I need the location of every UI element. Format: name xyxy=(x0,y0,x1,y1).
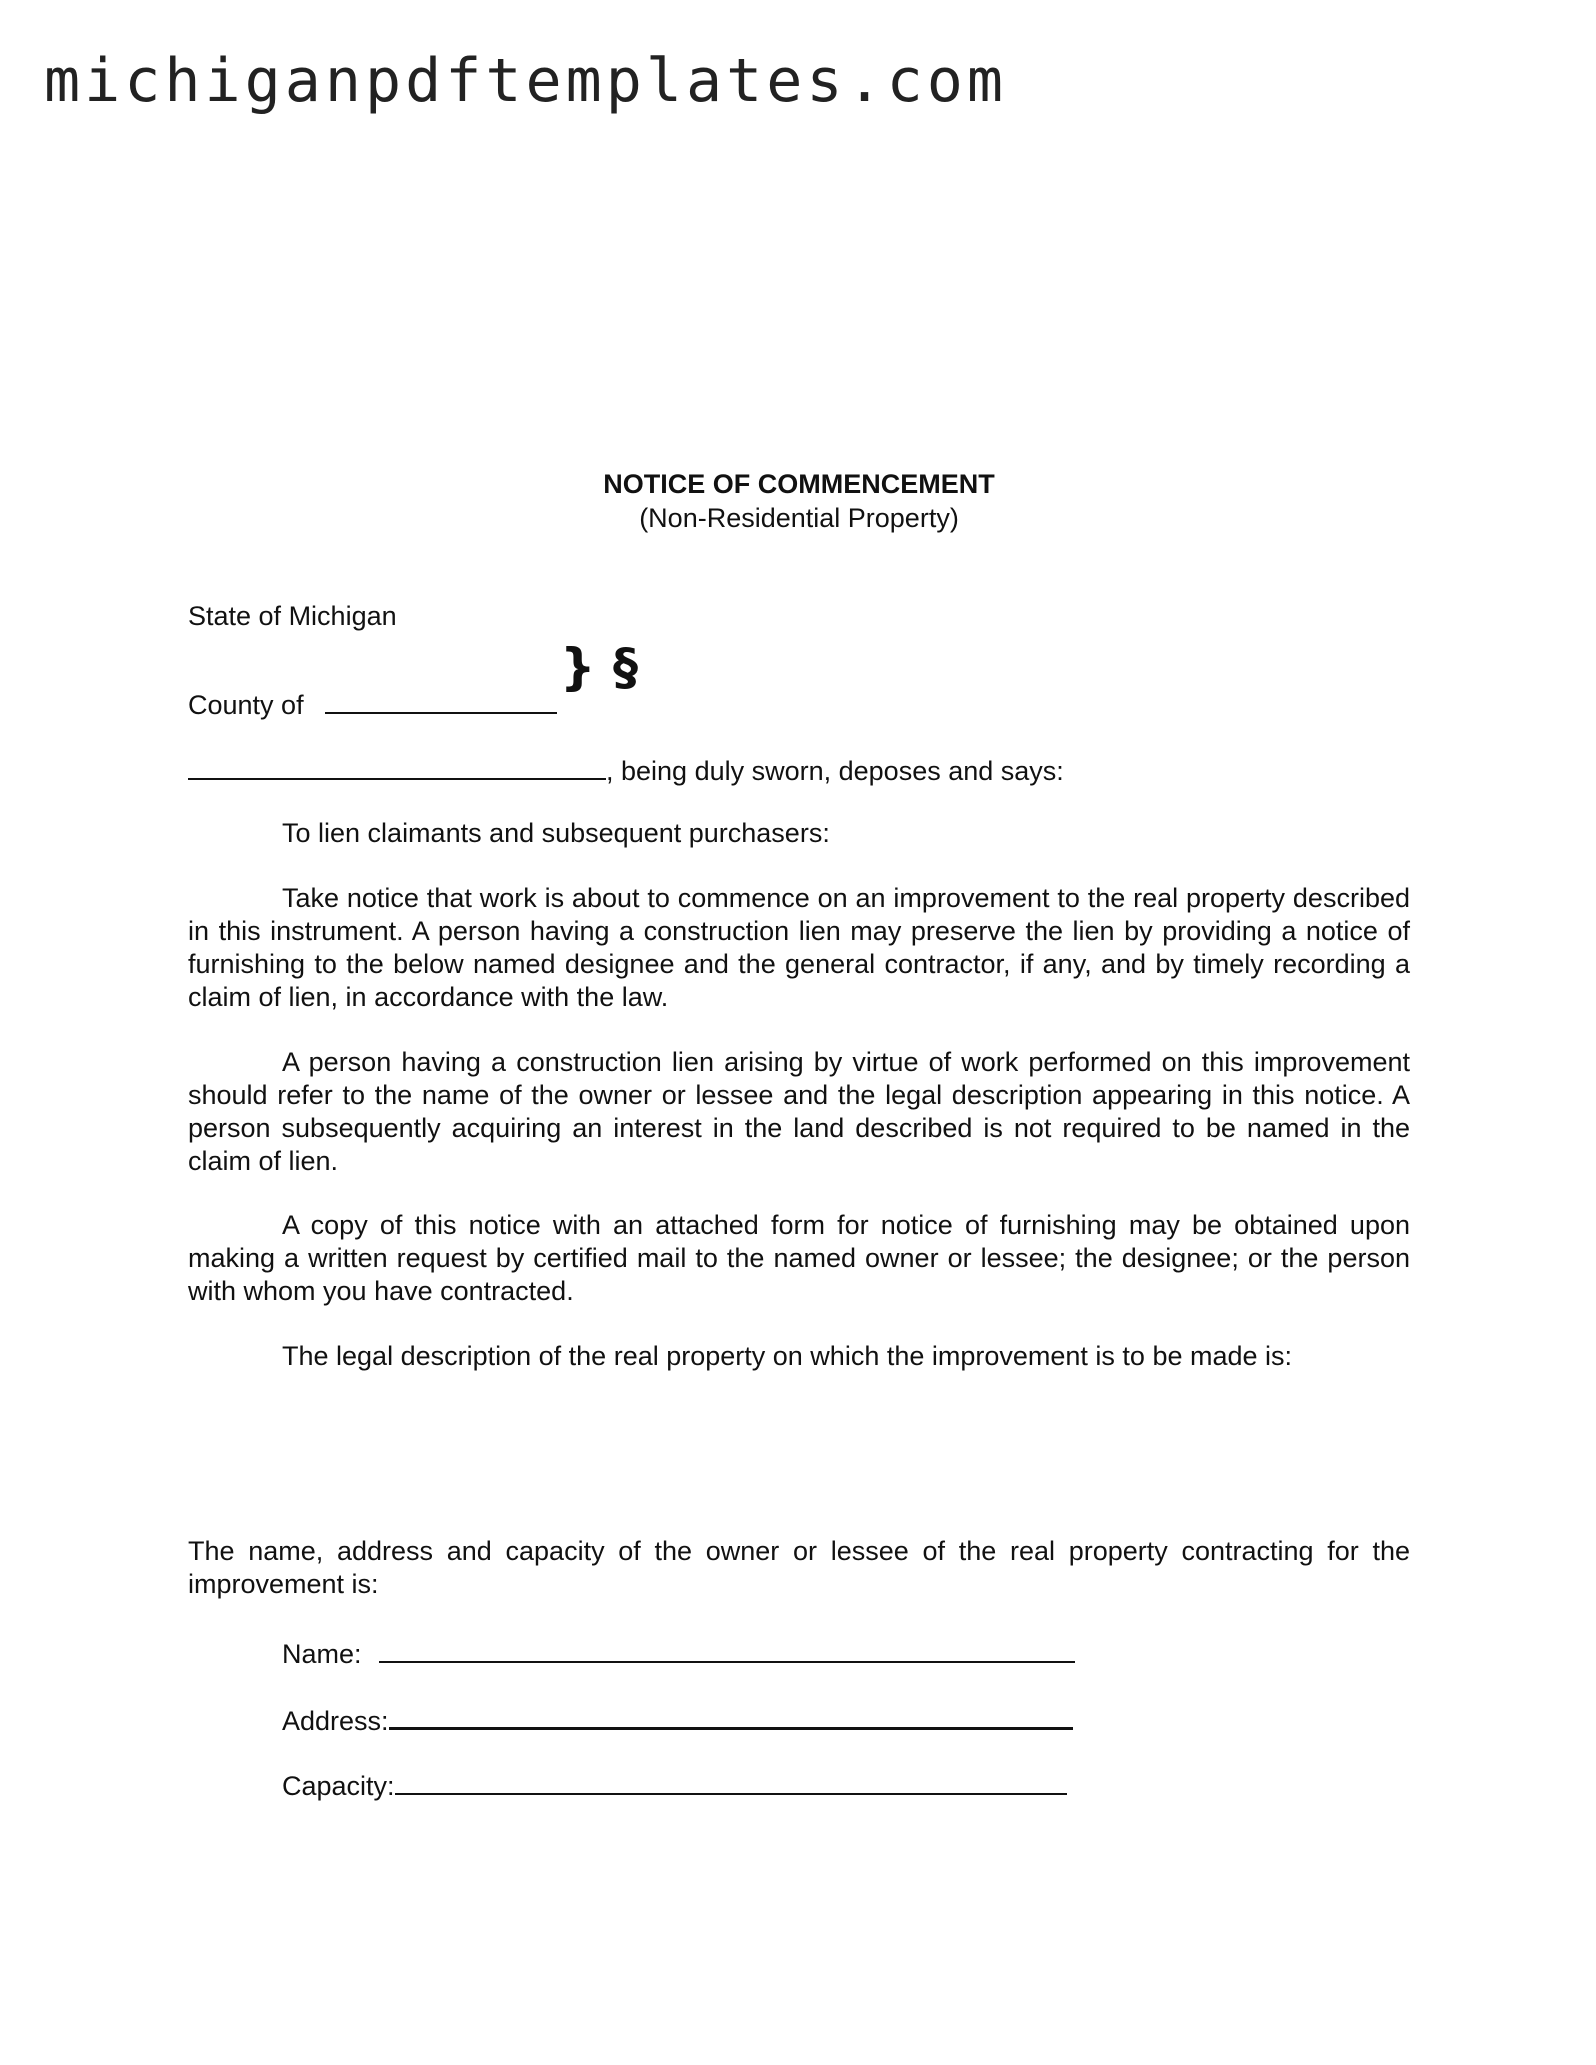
document-subtitle: (Non-Residential Property) xyxy=(639,503,959,533)
owner-capacity-row xyxy=(282,1767,1067,1803)
affiant-name-blank[interactable] xyxy=(188,752,606,780)
owner-address-blank[interactable] xyxy=(389,1701,1073,1730)
owner-capacity-blank[interactable] xyxy=(395,1767,1067,1795)
county-label: County of xyxy=(188,690,304,720)
county-row xyxy=(188,686,557,722)
paragraph-lien-reference: A person having a construction lien arising by virtue of work performed on this improvement should refer to the name of the owner or lessee and the legal description appearing in this notice. A person subsequently acquiring an interest in the land described is not required to be named in the claim of lien. xyxy=(188,1047,1410,1176)
venue-brace-symbol: } § xyxy=(560,638,639,696)
owner-name-row xyxy=(282,1635,1075,1671)
legal-description-label: The legal description of the real property on which the improvement is to be made is: xyxy=(282,1341,1293,1371)
county-blank[interactable] xyxy=(325,686,557,714)
owner-name-label: Name: xyxy=(282,1639,362,1669)
owner-address-label: Address: xyxy=(282,1706,389,1736)
affiant-statement: , being duly sworn, deposes and says: xyxy=(606,756,1064,786)
paragraph-copy-request: A copy of this notice with an attached form for notice of furnishing may be obtained upon making a written request by certified mail to the named owner or lessee; the designee; or the person with whom you have contracted. xyxy=(188,1210,1410,1306)
state-label: State of Michigan xyxy=(188,601,397,631)
owner-intro: The name, address and capacity of the owner or lessee of the real property contracting for the improvement is: xyxy=(188,1536,1410,1599)
notice-document xyxy=(188,0,1410,2065)
site-watermark: michiganpdftemplates.com xyxy=(44,46,1007,116)
owner-address-row xyxy=(282,1701,1073,1738)
salutation: To lien claimants and subsequent purchasers: xyxy=(282,818,830,848)
document-title: NOTICE OF COMMENCEMENT xyxy=(603,469,995,499)
affiant-row xyxy=(188,752,1064,788)
owner-name-blank[interactable] xyxy=(379,1635,1075,1663)
paragraph-notice: Take notice that work is about to commence on an improvement to the real property described in this instrument. A person having a construction lien may preserve the lien by providing a notice of furnishing to the below named designee and the general contractor, if any, and by timely recording a claim of lien, in accordance with the law. xyxy=(188,883,1410,1012)
owner-capacity-label: Capacity: xyxy=(282,1771,395,1801)
